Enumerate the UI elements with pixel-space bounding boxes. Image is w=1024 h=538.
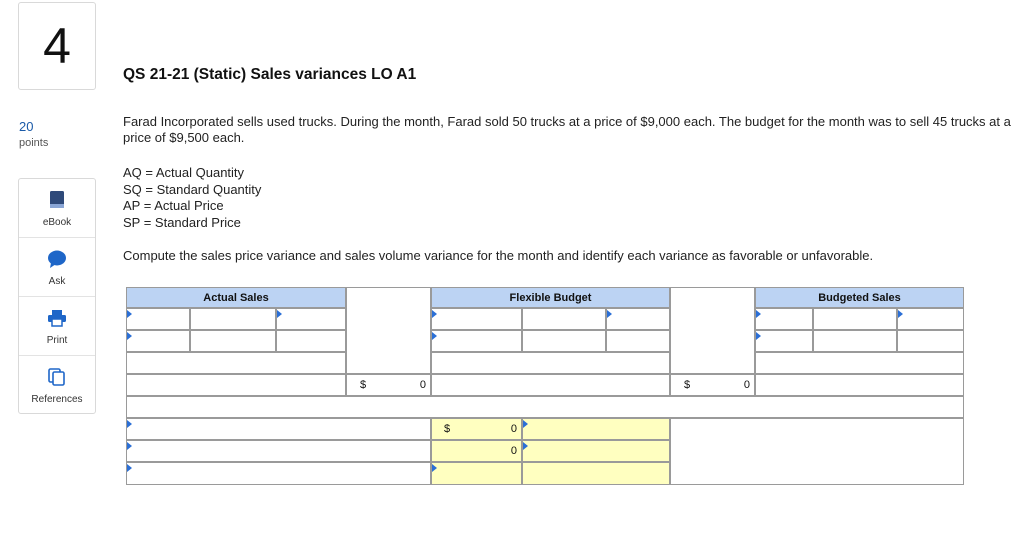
actual-value-input-2[interactable] <box>190 330 276 352</box>
volume-variance-label-input[interactable] <box>126 440 431 462</box>
flexible-value-input-2[interactable] <box>522 330 606 352</box>
references-label: References <box>31 393 83 405</box>
dropdown-marker-icon <box>756 332 761 340</box>
flexible-total-cell <box>670 374 755 396</box>
dropdown-marker-icon <box>277 310 282 318</box>
budgeted-label-input-2[interactable] <box>755 330 813 352</box>
totals-row-left <box>126 374 346 396</box>
variance-empty-area <box>670 418 964 485</box>
price-variance-value: 0 <box>510 423 517 435</box>
points-value: 20 <box>19 119 34 134</box>
separator-row <box>126 396 964 418</box>
flexible-label-input-1[interactable] <box>431 308 522 330</box>
actual-spacer-row <box>126 352 346 374</box>
dropdown-marker-icon <box>432 332 437 340</box>
dropdown-marker-icon <box>432 310 437 318</box>
print-button[interactable] <box>19 297 95 356</box>
ask-label: Ask <box>48 275 66 287</box>
price-variance-type-select[interactable] <box>522 418 670 440</box>
actual-total-cell <box>346 374 431 396</box>
budgeted-spacer-row <box>755 352 964 374</box>
dropdown-marker-icon <box>127 420 132 428</box>
actual-value-input-1[interactable] <box>190 308 276 330</box>
dropdown-marker-icon <box>127 442 132 450</box>
volume-variance-type-select[interactable] <box>522 440 670 462</box>
header-budgeted-sales: Budgeted Sales <box>755 287 964 308</box>
book-icon <box>46 189 68 211</box>
toolbox <box>18 178 96 414</box>
flexible-operator-input-1[interactable] <box>606 308 670 330</box>
question-title: QS 21-21 (Static) Sales variances LO A1 <box>123 66 417 83</box>
dropdown-marker-icon <box>127 332 132 340</box>
flexible-spacer-row <box>431 352 670 374</box>
dropdown-marker-icon <box>523 442 528 450</box>
definitions-list <box>123 165 261 231</box>
definition-sp: SP = Standard Price <box>123 214 241 230</box>
dropdown-marker-icon <box>127 310 132 318</box>
totals-row-right <box>755 374 964 396</box>
total-variance-cell <box>431 462 522 485</box>
ask-button[interactable] <box>19 238 95 297</box>
problem-paragraph: Farad Incorporated sells used trucks. During the month, Farad sold 50 trucks at a price of $9,000 each. The budget for the month was to sell 45 trucks at a price of $9,500 each. <box>123 114 1011 145</box>
totals-row-mid <box>431 374 670 396</box>
ebook-button[interactable] <box>19 179 95 238</box>
dropdown-marker-icon <box>607 310 612 318</box>
currency-symbol: $ <box>684 379 691 391</box>
actual-result-input[interactable] <box>276 330 346 352</box>
actual-label-input-1[interactable] <box>126 308 190 330</box>
dropdown-marker-icon <box>898 310 903 318</box>
total-variance-type-cell <box>522 462 670 485</box>
instruction-text: Compute the sales price variance and sales volume variance for the month and identify each variance as favorable or unfavorable. <box>123 248 874 263</box>
dropdown-marker-icon <box>523 420 528 428</box>
budgeted-operator-input-1[interactable] <box>897 308 964 330</box>
total-variance-label-input[interactable] <box>126 462 431 485</box>
volume-variance-value: 0 <box>510 445 517 457</box>
flexible-result-input[interactable] <box>606 330 670 352</box>
budgeted-value-input-1[interactable] <box>813 308 897 330</box>
ebook-label: eBook <box>42 216 72 228</box>
budgeted-result-input[interactable] <box>897 330 964 352</box>
dropdown-marker-icon <box>127 464 132 472</box>
copy-pages-icon <box>46 366 68 388</box>
header-flexible-budget: Flexible Budget <box>431 287 670 308</box>
currency-symbol: $ <box>360 379 367 391</box>
flexible-label-input-2[interactable] <box>431 330 522 352</box>
actual-label-input-2[interactable] <box>126 330 190 352</box>
spacer-col-1 <box>346 287 431 374</box>
references-button[interactable] <box>19 356 95 414</box>
price-variance-cell <box>431 418 522 440</box>
definition-ap: AP = Actual Price <box>123 198 224 213</box>
definition-sq: SQ = Standard Quantity <box>123 181 262 197</box>
printer-icon <box>46 307 68 329</box>
flexible-total-value: 0 <box>743 379 750 391</box>
price-variance-label-input[interactable] <box>126 418 431 440</box>
chat-bubble-icon <box>46 248 68 270</box>
budgeted-label-input-1[interactable] <box>755 308 813 330</box>
spacer-col-2 <box>670 287 755 374</box>
actual-total-value: 0 <box>419 379 426 391</box>
dropdown-marker-icon <box>432 464 437 472</box>
question-number: 4 <box>18 2 96 90</box>
points-label: points <box>19 137 49 149</box>
header-actual-sales: Actual Sales <box>126 287 346 308</box>
dropdown-marker-icon <box>756 310 761 318</box>
actual-operator-input-1[interactable] <box>276 308 346 330</box>
print-label: Print <box>46 334 68 346</box>
flexible-value-input-1[interactable] <box>522 308 606 330</box>
definition-aq: AQ = Actual Quantity <box>123 165 245 180</box>
volume-variance-cell <box>431 440 522 462</box>
currency-symbol: $ <box>444 423 451 435</box>
budgeted-value-input-2[interactable] <box>813 330 897 352</box>
